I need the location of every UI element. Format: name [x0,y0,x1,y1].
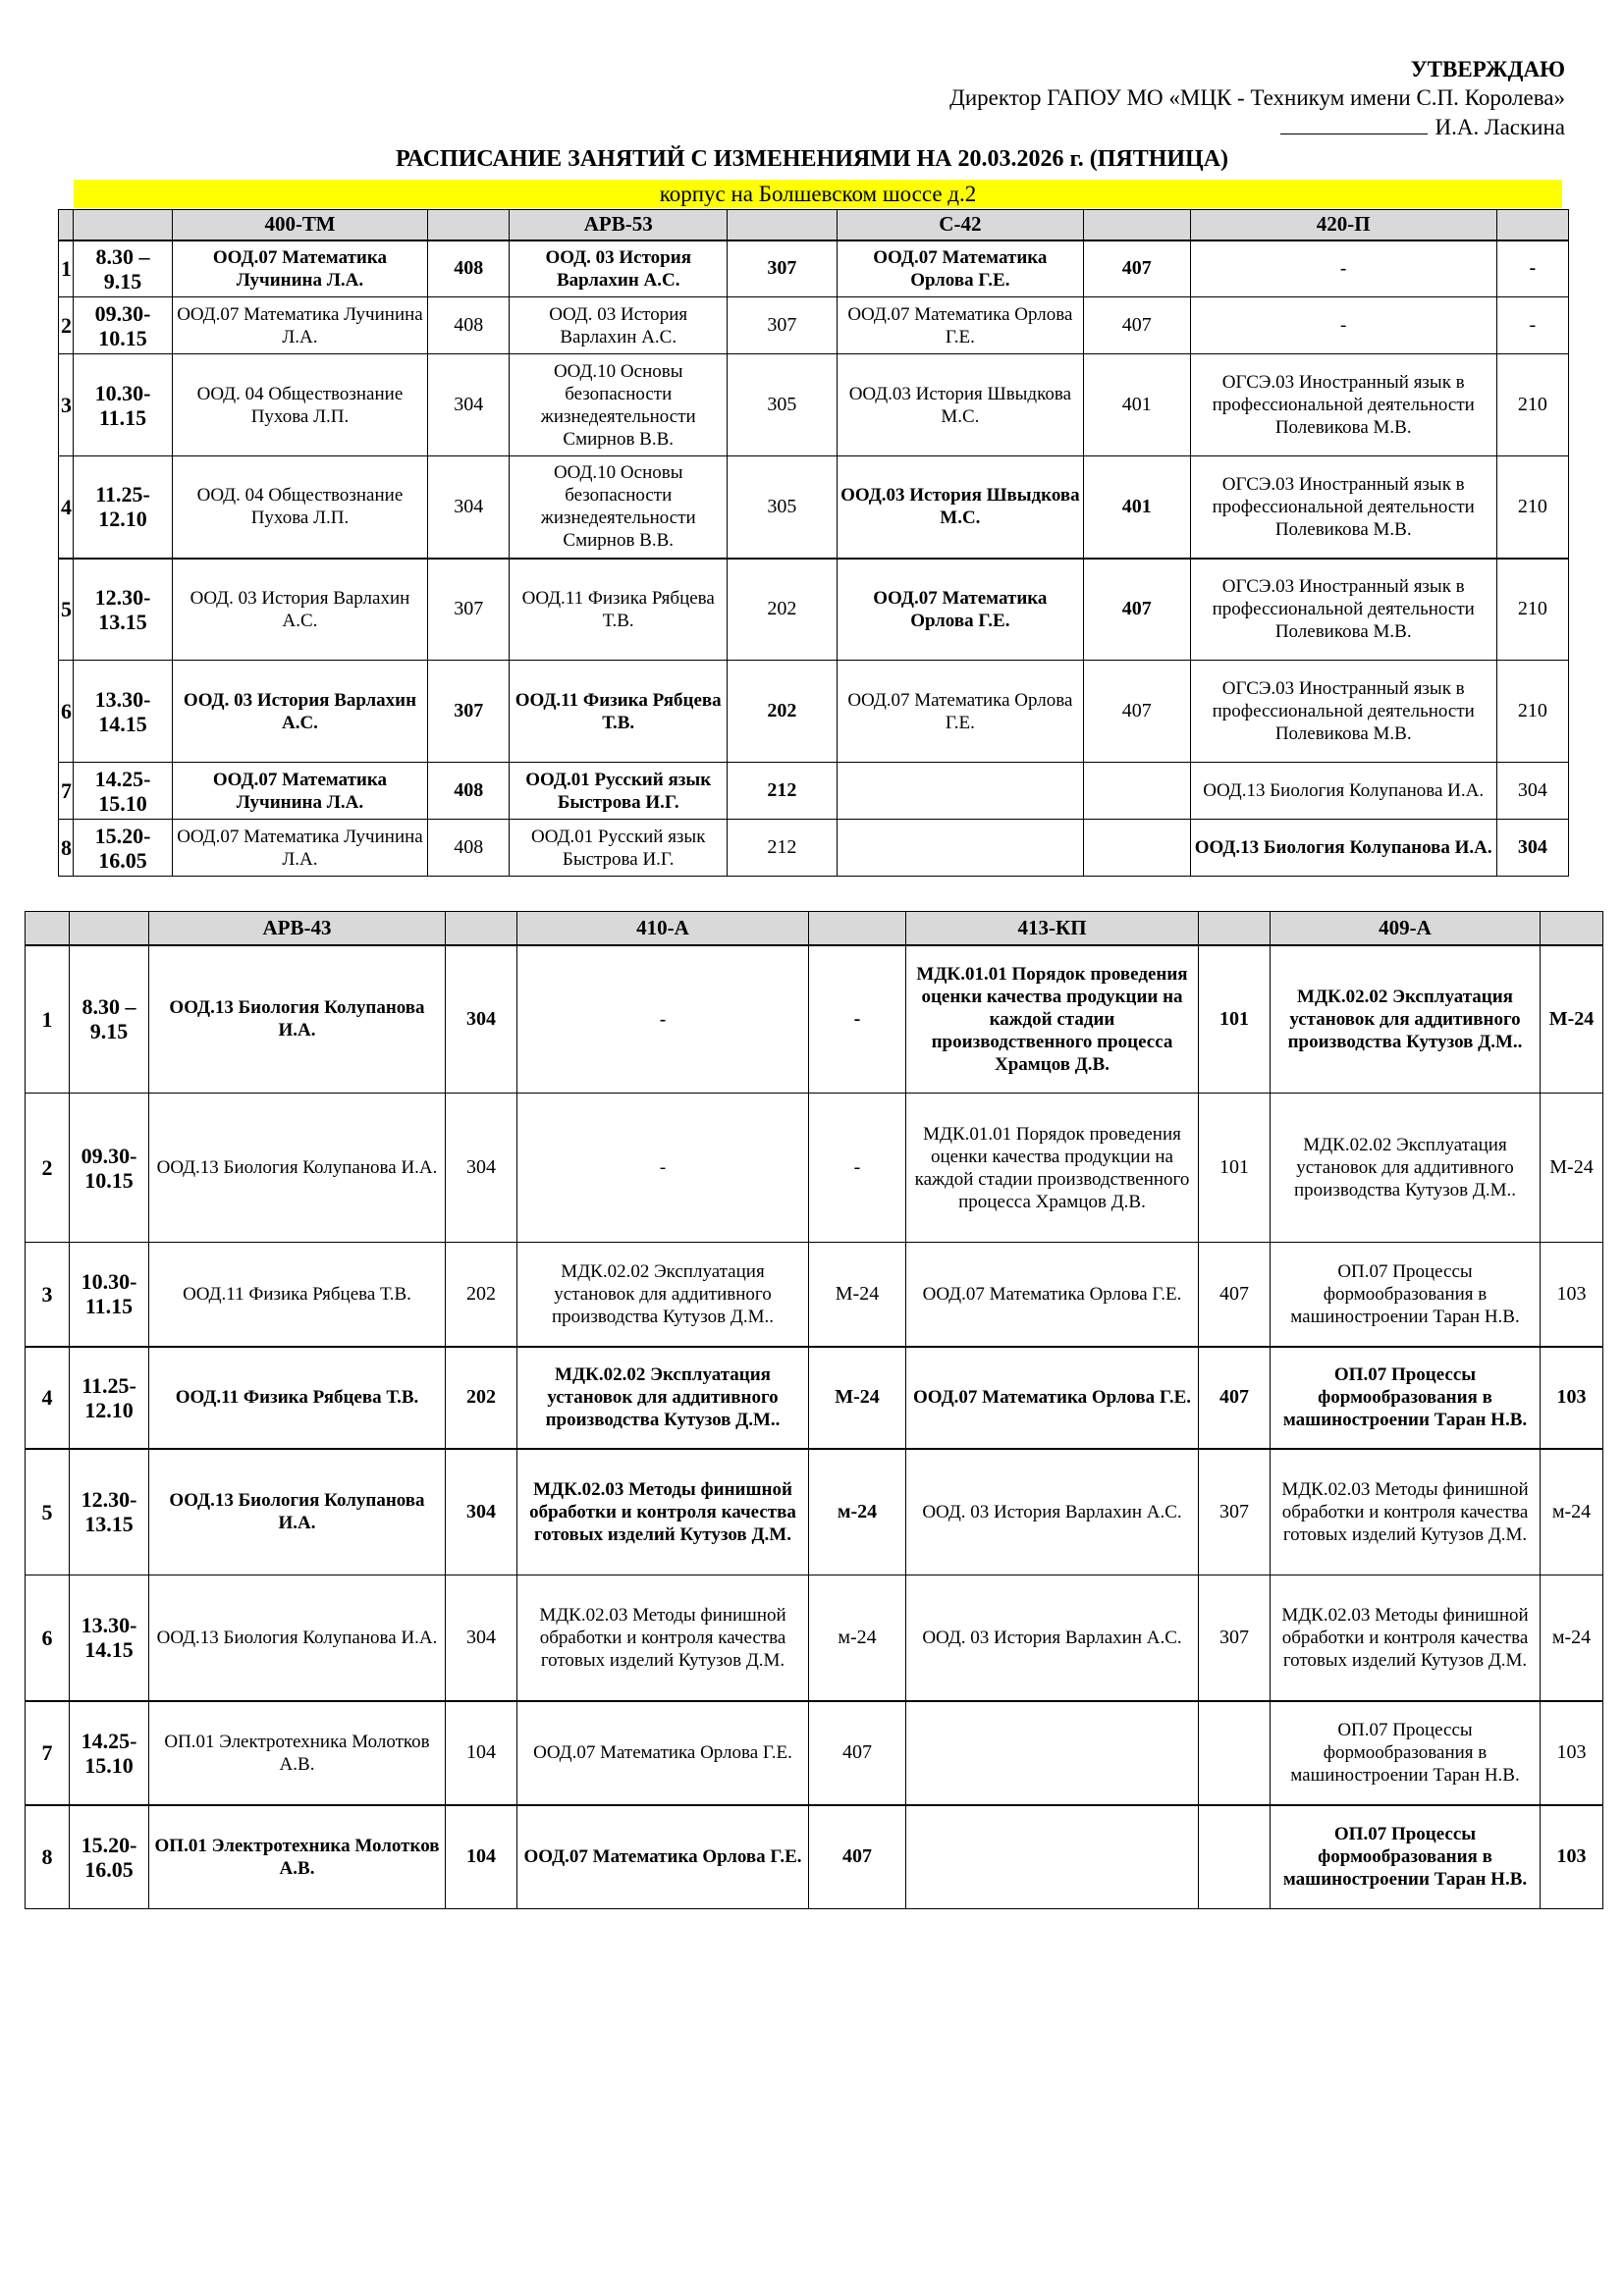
subject-cell: ООД.07 Математика Орлова Г.Е. [906,1243,1199,1347]
room-cell: 103 [1541,1805,1603,1909]
approve-label: УТВЕРЖДАЮ [1410,57,1565,81]
subject-cell: - [1190,240,1496,297]
subject-cell: ООД.07 Математика Лучинина Л.А. [172,763,427,820]
lesson-time: 13.30-14.15 [74,661,173,763]
subject-cell: ОП.07 Процессы формообразования в машиностроении Таран Н.В. [1271,1243,1541,1347]
subject-cell: ООД.11 Физика Рябцева Т.В. [510,559,728,661]
room-cell: 408 [428,297,510,354]
subject-cell: ОГСЭ.03 Иностранный язык в профессиональной деятельности Полевикова М.В. [1190,559,1496,661]
subject-cell: ООД. 03 История Варлахин А.С. [172,661,427,763]
subject-cell: МДК.02.03 Методы финишной обработки и контроля качества готовых изделий Кутузов Д.М. [517,1575,809,1701]
lesson-time: 12.30-13.15 [70,1449,149,1575]
header-row [59,210,1569,240]
room-cell: 304 [446,1449,517,1575]
room-cell: 212 [728,820,838,877]
subject-cell: ООД.13 Биология Колупанова И.А. [149,1094,446,1243]
group-room-header [428,210,510,240]
lesson-row [26,1575,1603,1701]
subject-cell: ООД.03 История Швыдкова М.С. [837,456,1083,559]
subject-cell: МДК.02.03 Методы финишной обработки и контроля качества готовых изделий Кутузов Д.М. [517,1449,809,1575]
subject-cell: МДК.02.02 Эксплуатация установок для аддитивного производства Кутузов Д.М.. [1271,945,1541,1094]
subject-cell: МДК.01.01 Порядок проведения оценки качества продукции на каждой стадии производственного процесса Храмцов Д.В. [906,1094,1199,1243]
lesson-number: 2 [59,297,74,354]
subject-cell [906,1805,1199,1909]
subject-cell: ООД.01 Русский язык Быстрова И.Г. [510,763,728,820]
subject-cell: ООД.11 Физика Рябцева Т.В. [510,661,728,763]
room-cell: 104 [446,1805,517,1909]
subject-cell: ООД. 03 История Варлахин А.С. [906,1449,1199,1575]
subject-cell: ООД.07 Математика Орлова Г.Е. [837,661,1083,763]
room-cell: 304 [1496,763,1568,820]
subject-cell: ООД.07 Математика Орлова Г.Е. [906,1347,1199,1449]
lesson-time: 09.30-10.15 [74,297,173,354]
room-cell: 408 [428,763,510,820]
lesson-time: 13.30-14.15 [70,1575,149,1701]
room-cell: м-24 [809,1575,906,1701]
room-cell: - [809,1094,906,1243]
room-cell: 407 [809,1805,906,1909]
lesson-number: 7 [59,763,74,820]
lesson-time: 11.25-12.10 [74,456,173,559]
subject-cell: ООД.07 Математика Орлова Г.Е. [837,559,1083,661]
lesson-number: 6 [26,1575,70,1701]
lesson-number: 4 [26,1347,70,1449]
subject-cell: ООД. 04 Обществознание Пухова Л.П. [172,354,427,456]
lesson-row [59,297,1569,354]
room-cell: 407 [1083,297,1190,354]
room-cell: 103 [1541,1243,1603,1347]
subject-cell: ООД.07 Математика Лучинина Л.А. [172,820,427,877]
lesson-number: 3 [26,1243,70,1347]
subject-cell: ООД.07 Математика Лучинина Л.А. [172,240,427,297]
room-cell: 408 [428,240,510,297]
group-header: АРВ-43 [149,912,446,945]
room-cell: 304 [446,945,517,1094]
subject-cell: ООД.10 Основы безопасности жизнедеятельности Смирнов В.В. [510,456,728,559]
room-cell: 202 [728,661,838,763]
subject-cell: МДК.02.03 Методы финишной обработки и контроля качества готовых изделий Кутузов Д.М. [1271,1449,1541,1575]
subject-cell: ООД. 03 История Варлахин А.С. [172,559,427,661]
subject-cell: ООД.13 Биология Колупанова И.А. [149,945,446,1094]
room-cell: 401 [1083,456,1190,559]
schedule-table-1 [58,209,1569,877]
subject-cell: ООД.10 Основы безопасности жизнедеятельности Смирнов В.В. [510,354,728,456]
room-cell: 202 [728,559,838,661]
room-cell: 304 [1496,820,1568,877]
room-cell: м-24 [1541,1449,1603,1575]
subject-cell: МДК.02.02 Эксплуатация установок для аддитивного производства Кутузов Д.М.. [517,1243,809,1347]
room-cell: 408 [428,820,510,877]
subject-cell: ОП.01 Электротехника Молотков А.В. [149,1805,446,1909]
lesson-row [26,1094,1603,1243]
room-cell [1083,820,1190,877]
room-cell: 202 [446,1347,517,1449]
subject-cell: ООД.07 Математика Орлова Г.Е. [837,297,1083,354]
lesson-time: 8.30 – 9.15 [70,945,149,1094]
room-cell: 101 [1199,945,1271,1094]
lesson-row [59,820,1569,877]
subject-cell: МДК.02.02 Эксплуатация установок для аддитивного производства Кутузов Д.М.. [1271,1094,1541,1243]
room-cell: 407 [1199,1243,1271,1347]
subject-cell [837,763,1083,820]
lesson-time: 15.20-16.05 [70,1805,149,1909]
header-num-cell [59,210,74,240]
room-cell [1199,1701,1271,1805]
lesson-row [59,240,1569,297]
room-cell: 304 [446,1575,517,1701]
room-cell: М-24 [1541,1094,1603,1243]
lesson-row [59,763,1569,820]
subject-cell: ООД.13 Биология Колупанова И.А. [1190,763,1496,820]
lesson-number: 5 [59,559,74,661]
lesson-row [26,1347,1603,1449]
room-cell: м-24 [809,1449,906,1575]
room-cell: 407 [1083,661,1190,763]
subject-cell: МДК.01.01 Порядок проведения оценки качества продукции на каждой стадии производственного процесса Храмцов Д.В. [906,945,1199,1094]
room-cell: 210 [1496,354,1568,456]
header-row [26,912,1603,945]
room-cell: - [809,945,906,1094]
room-cell: 304 [428,456,510,559]
room-cell: 104 [446,1701,517,1805]
lesson-row [59,661,1569,763]
room-cell: 407 [1083,559,1190,661]
subject-cell: ООД. 03 История Варлахин А.С. [906,1575,1199,1701]
subject-cell: - [517,1094,809,1243]
lesson-number: 8 [26,1805,70,1909]
room-cell: - [1496,297,1568,354]
approval-block [949,55,1565,141]
lesson-number: 7 [26,1701,70,1805]
director-name: И.А. Ласкина [1435,115,1565,139]
room-cell: 307 [728,240,838,297]
room-cell: 305 [728,354,838,456]
group-header: 400-ТМ [172,210,427,240]
subject-cell: ООД.07 Математика Лучинина Л.А. [172,297,427,354]
director-line: Директор ГАПОУ МО «МЦК - Техникум имени С.П. Королева» [949,85,1565,110]
lesson-time: 12.30-13.15 [74,559,173,661]
subject-cell: ООД.03 История Швыдкова М.С. [837,354,1083,456]
room-cell: М-24 [809,1243,906,1347]
lesson-time: 14.25-15.10 [70,1701,149,1805]
subject-cell: ООД.13 Биология Колупанова И.А. [149,1449,446,1575]
group-room-header [809,912,906,945]
subject-cell: - [1190,297,1496,354]
subject-cell: ООД.11 Физика Рябцева Т.В. [149,1243,446,1347]
room-cell [1199,1805,1271,1909]
group-room-header [1496,210,1568,240]
subject-cell: ООД.07 Математика Орлова Г.Е. [517,1701,809,1805]
room-cell: 212 [728,763,838,820]
signature-line [1280,112,1428,134]
lesson-time: 15.20-16.05 [74,820,173,877]
room-cell: 304 [428,354,510,456]
header-num-cell [26,912,70,945]
room-cell: М-24 [1541,945,1603,1094]
subject-cell: ОП.07 Процессы формообразования в машиностроении Таран Н.В. [1271,1805,1541,1909]
lesson-number: 1 [59,240,74,297]
room-cell: 401 [1083,354,1190,456]
subject-cell: ОП.07 Процессы формообразования в машиностроении Таран Н.В. [1271,1701,1541,1805]
room-cell: 307 [1199,1575,1271,1701]
subject-cell: ООД.13 Биология Колупанова И.А. [149,1575,446,1701]
lesson-time: 09.30-10.15 [70,1094,149,1243]
subject-cell [906,1701,1199,1805]
room-cell: - [1496,240,1568,297]
subject-cell: ООД. 03 История Варлахин А.С. [510,240,728,297]
room-cell: 307 [428,559,510,661]
lesson-row [26,945,1603,1094]
room-cell: 307 [428,661,510,763]
group-room-header [1199,912,1271,945]
subject-cell: ОГСЭ.03 Иностранный язык в профессиональной деятельности Полевикова М.В. [1190,354,1496,456]
lesson-time: 11.25-12.10 [70,1347,149,1449]
lesson-row [59,559,1569,661]
lesson-row [26,1805,1603,1909]
lesson-number: 4 [59,456,74,559]
subject-cell: МДК.02.03 Методы финишной обработки и контроля качества готовых изделий Кутузов Д.М. [1271,1575,1541,1701]
group-header: 413-КП [906,912,1199,945]
lesson-number: 6 [59,661,74,763]
group-room-header [1083,210,1190,240]
room-cell: 101 [1199,1094,1271,1243]
subject-cell: ООД.07 Математика Орлова Г.Е. [517,1805,809,1909]
lesson-number: 1 [26,945,70,1094]
lesson-row [59,354,1569,456]
lesson-row [26,1243,1603,1347]
subject-cell [837,820,1083,877]
room-cell: 307 [728,297,838,354]
group-room-header [728,210,838,240]
room-cell: м-24 [1541,1575,1603,1701]
lesson-row [26,1449,1603,1575]
group-header: 409-А [1271,912,1541,945]
room-cell: 210 [1496,456,1568,559]
group-header: 420-П [1190,210,1496,240]
room-cell: 407 [1083,240,1190,297]
group-header: АРВ-53 [510,210,728,240]
room-cell: 202 [446,1243,517,1347]
group-room-header [446,912,517,945]
subject-cell: ООД.11 Физика Рябцева Т.В. [149,1347,446,1449]
room-cell: 407 [1199,1347,1271,1449]
group-header: С-42 [837,210,1083,240]
lesson-number: 5 [26,1449,70,1575]
room-cell: 103 [1541,1347,1603,1449]
lesson-number: 8 [59,820,74,877]
subject-cell: ОП.01 Электротехника Молотков А.В. [149,1701,446,1805]
subject-cell: ООД.13 Биология Колупанова И.А. [1190,820,1496,877]
lesson-time: 10.30-11.15 [70,1243,149,1347]
room-cell: 210 [1496,661,1568,763]
lesson-time: 14.25-15.10 [74,763,173,820]
room-cell: М-24 [809,1347,906,1449]
group-header: 410-А [517,912,809,945]
lesson-row [26,1701,1603,1805]
room-cell: 304 [446,1094,517,1243]
lesson-time: 8.30 – 9.15 [74,240,173,297]
subject-cell: ООД. 03 История Варлахин А.С. [510,297,728,354]
room-cell: 103 [1541,1701,1603,1805]
subject-cell: ОГСЭ.03 Иностранный язык в профессиональной деятельности Полевикова М.В. [1190,456,1496,559]
room-cell: 307 [1199,1449,1271,1575]
lesson-time: 10.30-11.15 [74,354,173,456]
room-cell: 407 [809,1701,906,1805]
room-cell: 305 [728,456,838,559]
lesson-row [59,456,1569,559]
subject-cell: ОП.07 Процессы формообразования в машиностроении Таран Н.В. [1271,1347,1541,1449]
subject-cell: ООД.07 Математика Орлова Г.Е. [837,240,1083,297]
schedule-table-2 [25,911,1603,1909]
room-cell [1083,763,1190,820]
subject-cell: ООД. 04 Обществознание Пухова Л.П. [172,456,427,559]
group-room-header [1541,912,1603,945]
lesson-number: 2 [26,1094,70,1243]
header-time-cell [74,210,173,240]
subject-cell: - [517,945,809,1094]
subject-cell: ООД.01 Русский язык Быстрова И.Г. [510,820,728,877]
subject-cell: МДК.02.02 Эксплуатация установок для аддитивного производства Кутузов Д.М.. [517,1347,809,1449]
subject-cell: ОГСЭ.03 Иностранный язык в профессиональной деятельности Полевикова М.В. [1190,661,1496,763]
page-title: РАСПИСАНИЕ ЗАНЯТИЙ С ИЗМЕНЕНИЯМИ НА 20.03.2026 г. (ПЯТНИЦА) [395,146,1229,172]
lesson-number: 3 [59,354,74,456]
building-banner: корпус на Болшевском шоссе д.2 [74,180,1562,208]
room-cell: 210 [1496,559,1568,661]
header-time-cell [70,912,149,945]
